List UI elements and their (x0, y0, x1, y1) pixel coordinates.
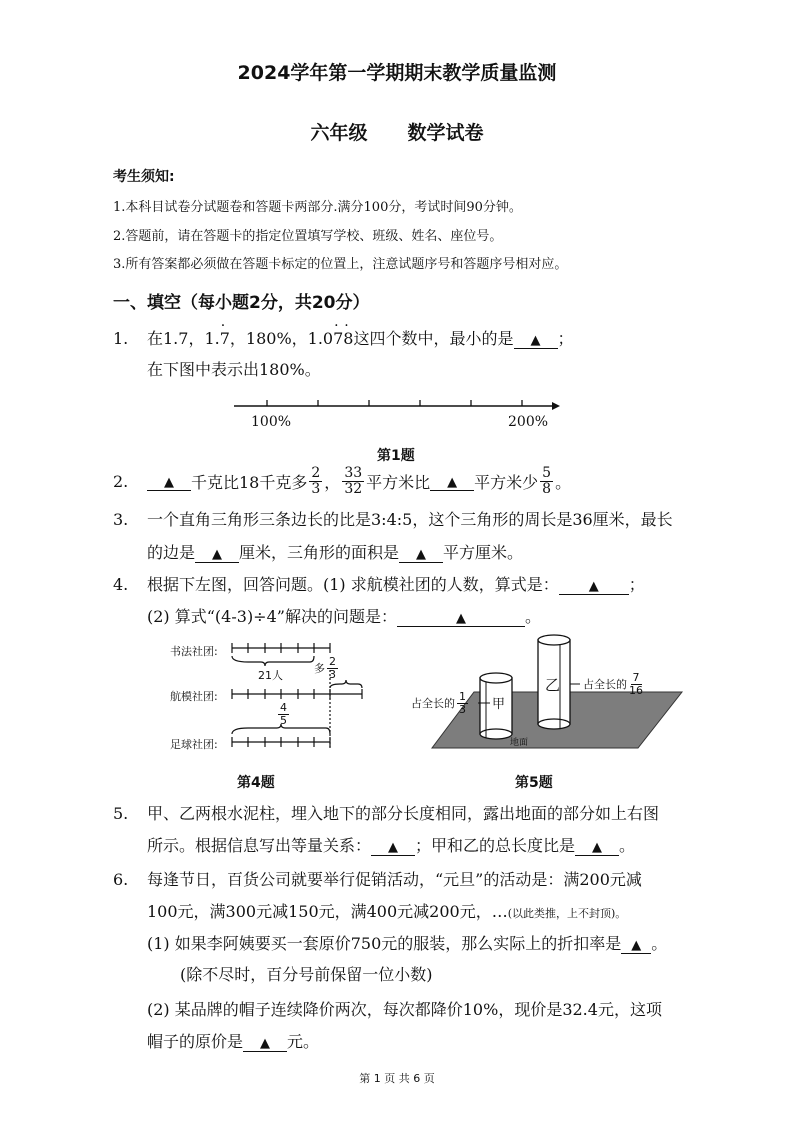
question-number: 1. (113, 329, 129, 348)
answer-blank[interactable] (397, 608, 525, 627)
row-label-calligraphy: 书法社团: (170, 645, 218, 658)
exam-subtitle (0, 118, 794, 145)
question-number: 3. (113, 510, 129, 529)
exam-title: 2024学年第一学期期末教学质量监测 (237, 62, 557, 84)
fraction: $\frac{2}{3}$ (311, 465, 321, 497)
notes-heading: 考生须知: (113, 169, 175, 185)
blank-triangle-icon: ▲ (592, 840, 603, 855)
fraction: $\frac{4}{5}$ (280, 701, 287, 727)
blank-triangle-icon: ▲ (164, 474, 174, 490)
blank-triangle-icon: ▲ (631, 938, 642, 953)
answer-blank[interactable] (559, 576, 629, 595)
question-2: 2. ▲ 千克比18千克多 $\frac{2}{3}$ ， $\frac{33}{32}$ 平方米比 ▲ 平方米少 $\frac{5}{8}$ 。 (113, 465, 572, 497)
blank-triangle-icon: ▲ (388, 840, 399, 855)
question-3-line2: 的边是 ▲ 厘米，三角形的面积是 ▲ 平方厘米。 (147, 543, 524, 562)
blank-triangle-icon: ▲ (455, 611, 466, 626)
question-5: 5. 甲、乙两根水泥柱，埋入地下的部分长度相同，露出地面的部分如上右图 (113, 804, 660, 823)
answer-blank[interactable] (430, 472, 474, 491)
note-item-2: 2.答题前，请在答题卡的指定位置填写学校、班级、姓名、座位号。 (113, 229, 503, 244)
figure-caption: 第1题 (377, 448, 415, 464)
answer-blank[interactable] (243, 1033, 287, 1052)
blank-triangle-icon: ▲ (212, 547, 223, 562)
question-number: 5. (113, 804, 129, 823)
axis-label-right: 200% (508, 414, 549, 430)
question-4-line2: (2) 算式“(4-3)÷4”解决的问题是： ▲ 。 (147, 607, 541, 626)
question-5-line2: 所示。根据信息写出等量关系： ▲ ；甲和乙的总长度比是 ▲ 。 (147, 836, 636, 855)
more-label: 多 $\frac{2}{3}$ (314, 655, 336, 681)
question-6: 6. 每逢节日，百货公司就要举行促销活动，“元旦”的活动是：满200元减 (113, 870, 642, 889)
fraction: $\frac{5}{8}$ (542, 465, 552, 497)
ground-label: 地面 (510, 738, 529, 748)
answer-blank[interactable] (147, 472, 191, 491)
question-number: 6. (113, 870, 129, 889)
answer-blank[interactable] (195, 544, 239, 563)
fraction: $\frac{33}{32}$ (344, 465, 363, 497)
repeating-digit: 7 · (220, 329, 230, 348)
question-number: 2. (113, 471, 129, 491)
pillar-yi-label: 乙 (545, 676, 561, 694)
number-line[interactable] (230, 398, 560, 414)
page-footer: 第 1 页 共 6 页 (359, 1072, 435, 1085)
note-item-3: 3.所有答案都必须做在答题卡标定的位置上，注意试题序号和答题序号相对应。 (113, 257, 568, 272)
question-4: 4. 根据下左图，回答问题。(1) 求航模社团的人数，算式是： ▲ ； (113, 575, 645, 594)
figure-caption: 第4题 (237, 775, 275, 791)
blank-triangle-icon: ▲ (588, 579, 599, 594)
question-6-part1-note: (除不尽时，百分号前保留一位小数) (180, 965, 433, 984)
row-label-model: 航模社团: (170, 690, 218, 703)
fraction: $\frac{7}{16}$ (629, 671, 643, 697)
section-heading: 一、填空（每小题2分，共20分） (113, 293, 370, 313)
blank-triangle-icon: ▲ (447, 474, 458, 490)
answer-blank[interactable] (371, 837, 415, 856)
answer-blank[interactable] (514, 330, 558, 349)
question-1: 1. 在1.7，1.7 ·，180%，1.07 ·8 ·这四个数中，最小的是 ▲ ； (113, 326, 574, 349)
right-annotation: 占全长的 $\frac{7}{16}$ (583, 671, 643, 697)
question-1-line2: 在下图中表示出180%。 (147, 360, 321, 379)
repeating-digit: 8 · (343, 329, 353, 348)
answer-blank[interactable] (575, 837, 619, 856)
subject-label: 数学试卷 (407, 122, 484, 144)
count-label: 21人 (258, 669, 283, 682)
repeating-digit: 7 · (333, 329, 343, 348)
question-6-part2-line2: 帽子的原价是 ▲ 元。 (147, 1032, 320, 1051)
fraction: $\frac{2}{3}$ (329, 655, 336, 681)
pillar-jia-label: 甲 (492, 697, 506, 712)
blank-triangle-icon: ▲ (260, 1036, 271, 1051)
question-6-line2: 100元，满300元减150元，满400元减200元，…(以此类推，上不封顶)。 (147, 902, 627, 921)
answer-blank[interactable] (621, 935, 651, 954)
fraction: $\frac{1}{3}$ (459, 690, 466, 716)
answer-blank[interactable] (399, 544, 443, 563)
question-number: 4. (113, 575, 129, 594)
blank-triangle-icon: ▲ (530, 333, 541, 348)
segment-bar-diagram (228, 640, 368, 752)
fraction-label (276, 702, 291, 726)
figure-caption: 第5题 (515, 775, 553, 791)
grade-label: 六年级 (310, 122, 368, 144)
left-annotation: 占全长的 $\frac{1}{3}$ (411, 690, 466, 716)
note-item-1: 1.本科目试卷分试题卷和答题卡两部分.满分100分，考试时间90分钟。 (113, 200, 522, 215)
blank-triangle-icon: ▲ (416, 547, 427, 562)
row-label-football: 足球社团: (170, 738, 218, 751)
question-3: 3. 一个直角三角形三条边长的比是3:4:5，这个三角形的周长是36厘米，最长 (113, 510, 673, 529)
question-6-part2: (2) 某品牌的帽子连续降价两次，每次都降价10%，现价是32.4元，这项 (147, 1000, 662, 1019)
axis-label-left: 100% (251, 414, 292, 430)
question-6-part1: (1) 如果李阿姨要买一套原价750元的服装，那么实际上的折扣率是 ▲ 。 (147, 934, 668, 953)
